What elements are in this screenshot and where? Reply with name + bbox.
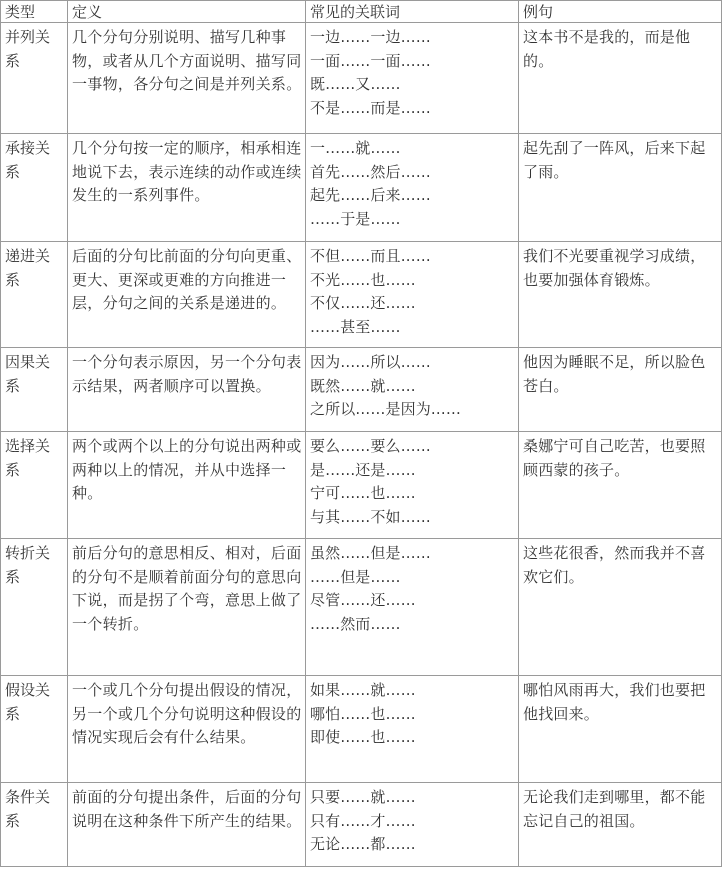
row-conjunctions [306, 348, 519, 432]
table-row [1, 242, 722, 348]
conjunction-item: 首先……然后…… [310, 162, 431, 181]
conjunction-item: 要么……要么…… [310, 437, 431, 455]
table-row [1, 134, 722, 242]
row-example: 这本书不是我的，而是他的。 [519, 23, 722, 134]
row-example: 无论我们走到哪里，都不能忘记自己的祖国。 [519, 783, 722, 867]
row-conjunctions [306, 23, 519, 134]
conjunction-item: 哪怕……也…… [310, 704, 416, 723]
conjunction-item: 不是……而是…… [310, 98, 431, 117]
conjunction-item: 无论……都…… [310, 835, 416, 853]
conjunction-item: 宁可……也…… [310, 484, 416, 502]
row-type: 假设关系 [1, 676, 68, 783]
conjunction-item: 不光……也…… [310, 270, 416, 289]
table-row [1, 23, 722, 134]
row-definition: 几个分句按一定的顺序，相承相连地说下去，表示连续的动作或连续发生的一系列事件。 [68, 134, 306, 242]
header-definition: 定义 [68, 1, 306, 23]
row-type: 因果关系 [1, 348, 68, 432]
row-type: 并列关系 [1, 23, 68, 134]
conjunction-item: 与其……不如…… [310, 507, 431, 526]
conjunction-item: ……但是…… [310, 567, 401, 586]
row-definition: 后面的分句比前面的分句向更重、更大、更深或更难的方向推进一层，分句之间的关系是递进的。 [68, 242, 306, 348]
row-example: 哪怕风雨再大，我们也要把他找回来。 [519, 676, 722, 783]
table-row [1, 783, 722, 867]
row-type: 递进关系 [1, 242, 68, 348]
row-definition: 两个或两个以上的分句说出两种或两种以上的情况，并从中选择一种。 [68, 432, 306, 539]
header-type: 类型 [1, 1, 68, 23]
row-definition: 一个或几个分句提出假设的情况，另一个或几个分句说明这种假设的情况实现后会有什么结果。 [68, 676, 306, 783]
conjunction-item: 即使……也…… [310, 728, 416, 746]
row-example: 起先刮了一阵风，后来下起了雨。 [519, 134, 722, 242]
row-example: 这些花很香，然而我并不喜欢它们。 [519, 539, 722, 676]
row-conjunctions [306, 432, 519, 539]
conjunction-item: 既然……就…… [310, 376, 416, 395]
conjunction-item: 不仅……还…… [310, 294, 416, 312]
row-example: 他因为睡眠不足，所以脸色苍白。 [519, 348, 722, 432]
conjunction-item: 尽管……还…… [310, 591, 416, 609]
conjunction-item: ……于是…… [310, 209, 401, 228]
conjunction-item: 只要……就…… [310, 788, 416, 806]
row-type: 条件关系 [1, 783, 68, 867]
header-conjunctions: 常见的关联词 [306, 1, 519, 23]
table-row [1, 432, 722, 539]
row-definition: 一个分句表示原因，另一个分句表示结果，两者顺序可以置换。 [68, 348, 306, 432]
row-definition: 前面的分句提出条件，后面的分句说明在这种条件下所产生的结果。 [68, 783, 306, 867]
conjunction-item: 一面……一面…… [310, 51, 431, 70]
row-type: 承接关系 [1, 134, 68, 242]
row-example: 我们不光要重视学习成绩，也要加强体育锻炼。 [519, 242, 722, 348]
conjunction-item: ……然而…… [310, 614, 401, 633]
table-row [1, 539, 722, 676]
row-conjunctions [306, 539, 519, 676]
conjunction-item: 之所以……是因为…… [310, 400, 462, 418]
row-definition: 几个分句分别说明、描写几种事物，或者从几个方面说明、描写同一事物，各分句之间是并列关系。 [68, 23, 306, 134]
header-row [1, 1, 722, 23]
header-example: 例句 [519, 1, 722, 23]
row-definition: 前后分句的意思相反、相对，后面的分句不是顺着前面分句的意思向下说，而是拐了个弯，意思上做了一个转折。 [68, 539, 306, 676]
table-row [1, 676, 722, 783]
conjunction-item: 一……就…… [310, 139, 401, 157]
table-row [1, 348, 722, 432]
conjunction-item: 一边……一边…… [310, 28, 431, 46]
row-example: 桑娜宁可自己吃苦，也要照顾西蒙的孩子。 [519, 432, 722, 539]
conjunction-item: 是……还是…… [310, 460, 416, 479]
row-conjunctions [306, 676, 519, 783]
row-conjunctions [306, 242, 519, 348]
conjunction-item: 只有……才…… [310, 811, 416, 830]
conjunction-item: 既……又…… [310, 75, 401, 93]
row-conjunctions [306, 134, 519, 242]
row-conjunctions [306, 783, 519, 867]
row-type: 选择关系 [1, 432, 68, 539]
conjunction-item: 因为……所以…… [310, 353, 431, 371]
conjunction-item: 不但……而且…… [310, 247, 431, 265]
conjunction-item: 虽然……但是…… [310, 544, 431, 562]
conjunction-item: ……甚至…… [310, 317, 401, 336]
row-type: 转折关系 [1, 539, 68, 676]
conjunction-item: 如果……就…… [310, 681, 416, 699]
conjunction-item: 起先……后来…… [310, 186, 431, 204]
